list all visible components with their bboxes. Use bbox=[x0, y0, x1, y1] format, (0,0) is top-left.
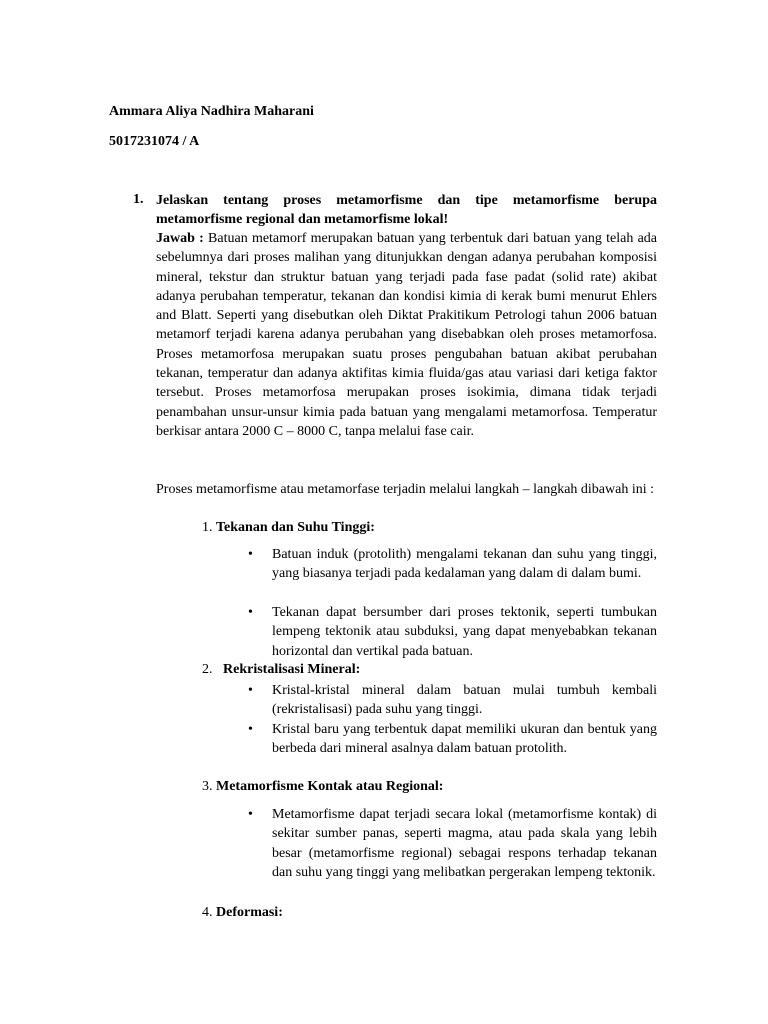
step-heading bbox=[202, 904, 283, 922]
step-heading bbox=[202, 778, 443, 796]
bullet-icon: • bbox=[248, 807, 253, 822]
step-title: Tekanan dan Suhu Tinggi: bbox=[216, 520, 375, 535]
step-title: Metamorfisme Kontak atau Regional: bbox=[216, 779, 444, 794]
bullet-text: Kristal-kristal mineral dalam batuan mulai tumbuh kembali (rekristalisasi) pada suhu yang tinggi. bbox=[272, 683, 657, 718]
bullet-icon: • bbox=[248, 722, 253, 737]
answer-text: Batuan metamorf merupakan batuan yang terbentuk dari batuan yang telah ada sebelumnya dari proses malihan yang ditunjukkan dengan adanya perubahan komposisi mineral, tekstur dan struktur batuan yang terjadi pada fase padat (solid rate) akibat adanya perubahan temperatur, tekanan dan kondisi kimia di kerak bumi menurut Ehlers and Blatt. Seperti yang disebutkan oleh Diktat Prakitikum Petrologi tahun 2006 batuan metamorf terjadi karena adanya perubahan yang disebabkan oleh proses metamorfosa. Proses metamorfosa merupakan suatu proses pengubahan batuan akibat perubahan tekanan, temperatur dan adanya aktifitas kimia fluida/gas atau variasi dari ketiga faktor tersebut. Proses metamorfosa merupakan proses isokimia, dimana tidak terjadi penambahan unsur-unsur kimia pada batuan yang mengalami metamorfosa. Temperatur berkisar antara 2000 C – 8000 C, tanpa melalui fase cair. bbox=[156, 231, 658, 439]
author-name: Ammara Aliya Nadhira Maharani bbox=[109, 104, 314, 119]
step-number: 3. bbox=[202, 779, 213, 794]
steps-intro: Proses metamorfisme atau metamorfase terjadin melalui langkah – langkah dibawah ini : bbox=[156, 482, 655, 497]
question-number: 1. bbox=[133, 192, 144, 207]
step-heading bbox=[202, 519, 375, 537]
step-heading bbox=[202, 661, 360, 679]
bullet-text: Kristal baru yang terbentuk dapat memiliki ukuran dan bentuk yang berbeda dari mineral asalnya dalam batuan protolith. bbox=[272, 722, 657, 757]
step-title: Deformasi: bbox=[216, 905, 283, 920]
answer-paragraph bbox=[156, 229, 657, 441]
bullet-icon: • bbox=[248, 605, 253, 620]
bullet-icon: • bbox=[248, 683, 253, 698]
question-title: Jelaskan tentang proses metamorfisme dan tipe metamorfisme berupa metamorfisme regional dan metamorfisme lokal! bbox=[156, 193, 657, 228]
student-id: 5017231074 / A bbox=[109, 134, 200, 149]
bullet-text: Tekanan dapat bersumber dari proses tektonik, seperti tumbukan lempeng tektonik atau subduksi, yang dapat menyebabkan tekanan horizontal dan vertikal pada batuan. bbox=[272, 605, 657, 659]
bullet-text: Metamorfisme dapat terjadi secara lokal (metamorfisme kontak) di sekitar sumber panas, seperti magma, atau pada skala yang lebih besar (metamorfisme regional) sebagai respons terhadap tekanan dan suhu yang tinggi yang melibatkan pergerakan lempeng tektonik. bbox=[272, 807, 657, 880]
bullet-icon: • bbox=[248, 547, 253, 562]
step-number: 4. bbox=[202, 905, 213, 920]
step-number: 1. bbox=[202, 520, 213, 535]
step-number: 2. bbox=[202, 662, 213, 677]
answer-label: Jawab : bbox=[156, 231, 204, 246]
step-title: Rekristalisasi Mineral: bbox=[223, 662, 361, 677]
bullet-text: Batuan induk (protolith) mengalami tekanan dan suhu yang tinggi, yang biasanya terjadi pada kedalaman yang dalam di dalam bumi. bbox=[272, 547, 657, 582]
